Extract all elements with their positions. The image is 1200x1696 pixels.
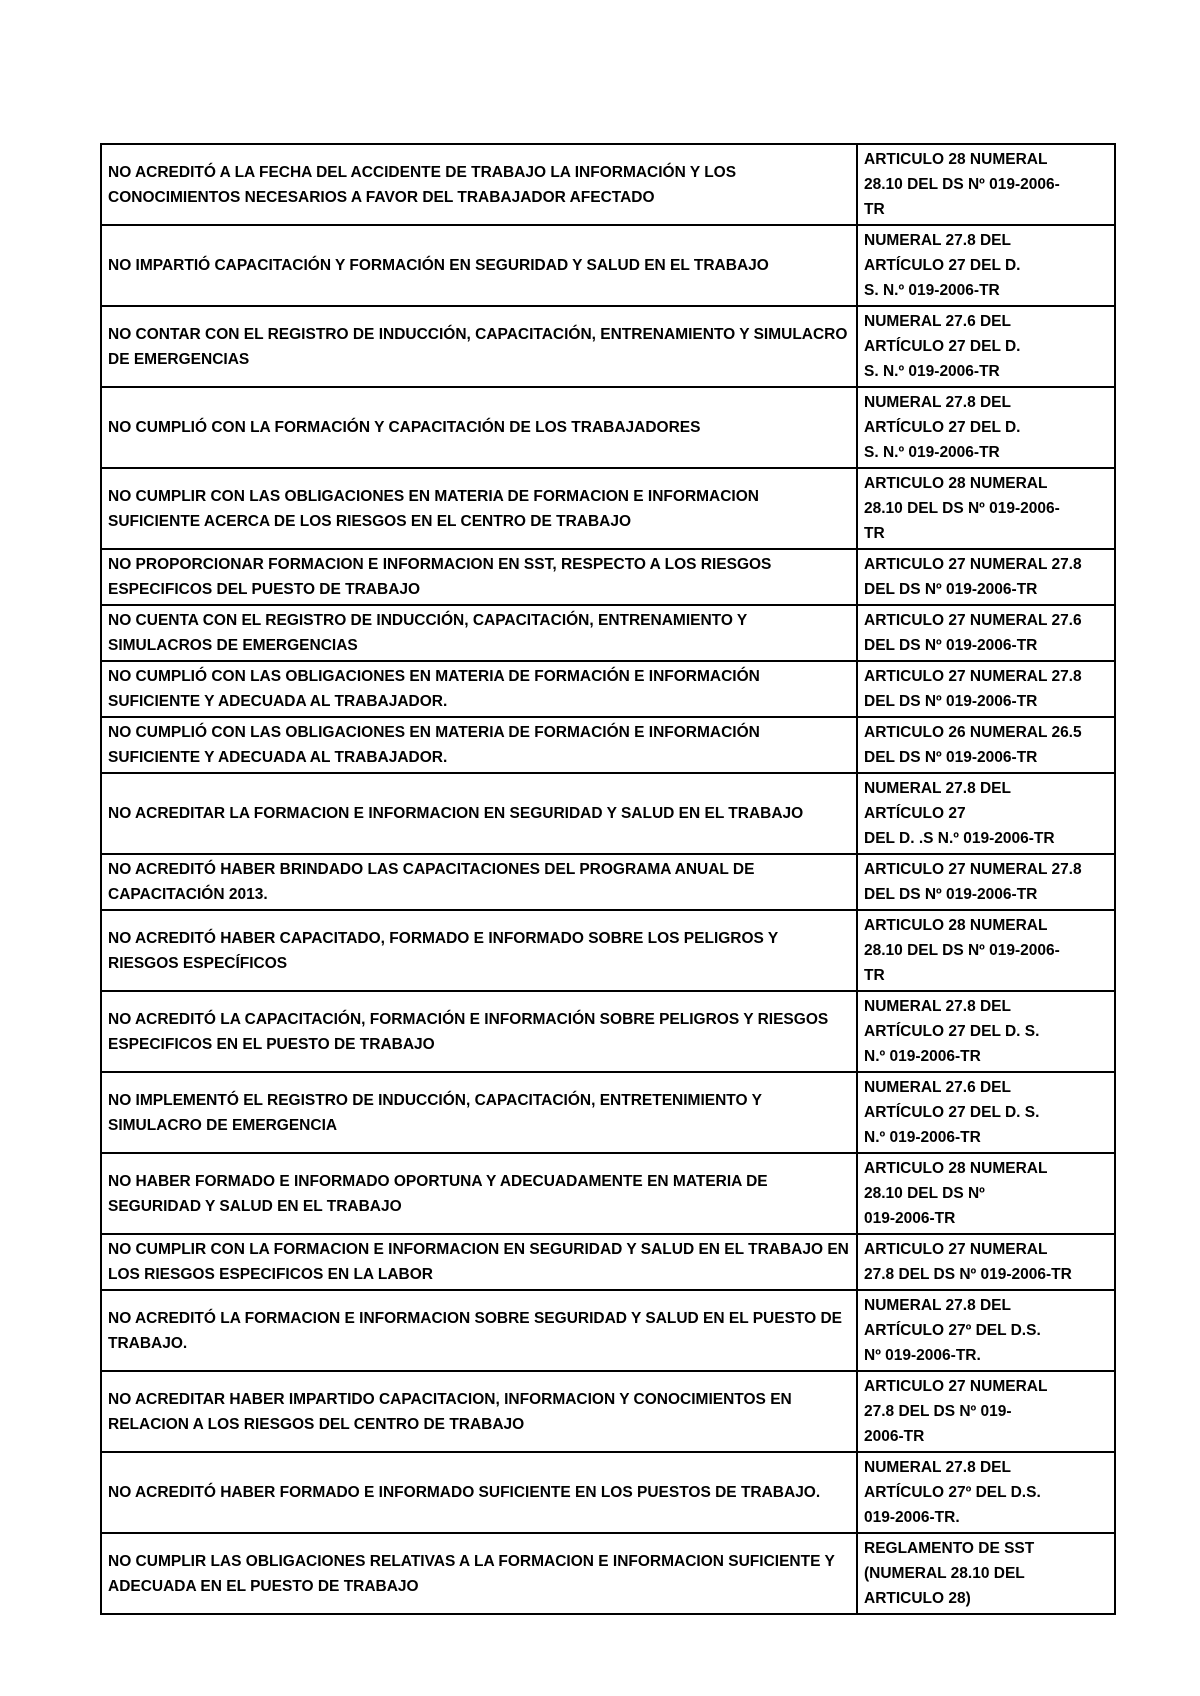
infraction-description: NO ACREDITAR HABER IMPARTIDO CAPACITACION, INFORMACION Y CONOCIMIENTOS EN RELACION A LOS RIESGOS DEL CENTRO DE TRABAJO bbox=[101, 1371, 857, 1452]
legal-reference-line: NUMERAL 27.8 DEL bbox=[864, 1297, 1011, 1314]
infraction-description: NO CUMPLIÓ CON LAS OBLIGACIONES EN MATERIA DE FORMACIÓN E INFORMACIÓN SUFICIENTE Y ADECUADA AL TRABAJADOR. bbox=[101, 661, 857, 717]
legal-reference bbox=[857, 1371, 1115, 1452]
table-row bbox=[101, 468, 1115, 549]
infraction-description: NO ACREDITÓ HABER FORMADO E INFORMADO SUFICIENTE EN LOS PUESTOS DE TRABAJO. bbox=[101, 1452, 857, 1533]
legal-reference bbox=[857, 991, 1115, 1072]
legal-reference-line: Nº 019-2006-TR. bbox=[864, 1347, 981, 1364]
infraction-description: NO ACREDITÓ A LA FECHA DEL ACCIDENTE DE TRABAJO LA INFORMACIÓN Y LOS CONOCIMIENTOS NECESARIOS A FAVOR DEL TRABAJADOR AFECTADO bbox=[101, 144, 857, 225]
legal-reference-line: S. N.º 019-2006-TR bbox=[864, 282, 1000, 299]
infractions-table bbox=[100, 143, 1116, 1615]
table-row bbox=[101, 1072, 1115, 1153]
legal-reference-line: TR bbox=[864, 201, 885, 218]
legal-reference bbox=[857, 661, 1115, 717]
legal-reference-line: NUMERAL 27.8 DEL bbox=[864, 232, 1011, 249]
legal-reference bbox=[857, 1290, 1115, 1371]
table-row bbox=[101, 854, 1115, 910]
table-row bbox=[101, 1234, 1115, 1290]
infraction-description: NO CUMPLIR CON LA FORMACION E INFORMACION EN SEGURIDAD Y SALUD EN EL TRABAJO EN LOS RIESGOS ESPECIFICOS EN LA LABOR bbox=[101, 1234, 857, 1290]
legal-reference bbox=[857, 1533, 1115, 1614]
infraction-description: NO CUMPLIR CON LAS OBLIGACIONES EN MATERIA DE FORMACION E INFORMACION SUFICIENTE ACERCA DE LOS RIESGOS EN EL CENTRO DE TRABAJO bbox=[101, 468, 857, 549]
legal-reference bbox=[857, 387, 1115, 468]
legal-reference-line: DEL DS Nº 019-2006-TR bbox=[864, 886, 1038, 903]
infraction-description: NO CUENTA CON EL REGISTRO DE INDUCCIÓN, CAPACITACIÓN, ENTRENAMIENTO Y SIMULACROS DE EMERGENCIAS bbox=[101, 605, 857, 661]
infraction-description: NO PROPORCIONAR FORMACION E INFORMACION EN SST, RESPECTO A LOS RIESGOS ESPECIFICOS DEL PUESTO DE TRABAJO bbox=[101, 549, 857, 605]
legal-reference-line: 27.8 DEL DS Nº 019- bbox=[864, 1403, 1012, 1420]
legal-reference-line: 28.10 DEL DS Nº bbox=[864, 1185, 985, 1202]
infraction-description: NO ACREDITÓ HABER BRINDADO LAS CAPACITACIONES DEL PROGRAMA ANUAL DE CAPACITACIÓN 2013. bbox=[101, 854, 857, 910]
infraction-description: NO CUMPLIR LAS OBLIGACIONES RELATIVAS A LA FORMACION E INFORMACION SUFICIENTE Y ADECUADA EN EL PUESTO DE TRABAJO bbox=[101, 1533, 857, 1614]
legal-reference-line: (NUMERAL 28.10 DEL bbox=[864, 1565, 1025, 1582]
legal-reference-line: ARTÍCULO 27 DEL D. bbox=[864, 338, 1021, 355]
table-row bbox=[101, 773, 1115, 854]
legal-reference-line: ARTÍCULO 27º DEL D.S. bbox=[864, 1322, 1041, 1339]
legal-reference-line: TR bbox=[864, 525, 885, 542]
infraction-description: NO CONTAR CON EL REGISTRO DE INDUCCIÓN, CAPACITACIÓN, ENTRENAMIENTO Y SIMULACRO DE EMERGENCIAS bbox=[101, 306, 857, 387]
legal-reference-line: ARTICULO 27 NUMERAL bbox=[864, 1241, 1048, 1258]
table-row bbox=[101, 991, 1115, 1072]
legal-reference-line: NUMERAL 27.8 DEL bbox=[864, 780, 1011, 797]
table-row bbox=[101, 549, 1115, 605]
infraction-description: NO ACREDITÓ LA CAPACITACIÓN, FORMACIÓN E INFORMACIÓN SOBRE PELIGROS Y RIESGOS ESPECIFICOS EN EL PUESTO DE TRABAJO bbox=[101, 991, 857, 1072]
legal-reference-line: ARTICULO 26 NUMERAL 26.5 bbox=[864, 724, 1082, 741]
legal-reference-line: 28.10 DEL DS Nº 019-2006- bbox=[864, 500, 1060, 517]
legal-reference-line: NUMERAL 27.6 DEL bbox=[864, 1079, 1011, 1096]
infraction-description: NO IMPLEMENTÓ EL REGISTRO DE INDUCCIÓN, CAPACITACIÓN, ENTRETENIMIENTO Y SIMULACRO DE EMERGENCIA bbox=[101, 1072, 857, 1153]
infraction-description: NO CUMPLIÓ CON LA FORMACIÓN Y CAPACITACIÓN DE LOS TRABAJADORES bbox=[101, 387, 857, 468]
legal-reference bbox=[857, 605, 1115, 661]
legal-reference-line: N.º 019-2006-TR bbox=[864, 1129, 981, 1146]
legal-reference-line: TR bbox=[864, 967, 885, 984]
table-row bbox=[101, 661, 1115, 717]
legal-reference-line: DEL D. .S N.º 019-2006-TR bbox=[864, 830, 1055, 847]
legal-reference-line: DEL DS Nº 019-2006-TR bbox=[864, 693, 1038, 710]
legal-reference-line: ARTICULO 27 NUMERAL 27.6 bbox=[864, 612, 1082, 629]
table-row bbox=[101, 144, 1115, 225]
legal-reference bbox=[857, 1072, 1115, 1153]
legal-reference bbox=[857, 1153, 1115, 1234]
legal-reference-line: ARTICULO 28 NUMERAL bbox=[864, 917, 1048, 934]
table-row bbox=[101, 225, 1115, 306]
infraction-description: NO ACREDITÓ HABER CAPACITADO, FORMADO E INFORMADO SOBRE LOS PELIGROS Y RIESGOS ESPECÍFICOS bbox=[101, 910, 857, 991]
legal-reference bbox=[857, 549, 1115, 605]
legal-reference bbox=[857, 225, 1115, 306]
table-row bbox=[101, 1533, 1115, 1614]
legal-reference-line: ARTÍCULO 27 DEL D. S. bbox=[864, 1023, 1040, 1040]
infraction-description: NO ACREDITÓ LA FORMACION E INFORMACION SOBRE SEGURIDAD Y SALUD EN EL PUESTO DE TRABAJO. bbox=[101, 1290, 857, 1371]
table-row bbox=[101, 910, 1115, 991]
legal-reference-line: NUMERAL 27.8 DEL bbox=[864, 1459, 1011, 1476]
infraction-description: NO ACREDITAR LA FORMACION E INFORMACION EN SEGURIDAD Y SALUD EN EL TRABAJO bbox=[101, 773, 857, 854]
legal-reference-line: 28.10 DEL DS Nº 019-2006- bbox=[864, 942, 1060, 959]
legal-reference-line: ARTÍCULO 27 DEL D. S. bbox=[864, 1104, 1040, 1121]
table-row bbox=[101, 1290, 1115, 1371]
table-row bbox=[101, 387, 1115, 468]
legal-reference bbox=[857, 773, 1115, 854]
table-row bbox=[101, 306, 1115, 387]
legal-reference-line: 019-2006-TR. bbox=[864, 1509, 960, 1526]
legal-reference-line: 28.10 DEL DS Nº 019-2006- bbox=[864, 176, 1060, 193]
infraction-description: NO CUMPLIÓ CON LAS OBLIGACIONES EN MATERIA DE FORMACIÓN E INFORMACIÓN SUFICIENTE Y ADECUADA AL TRABAJADOR. bbox=[101, 717, 857, 773]
legal-reference bbox=[857, 306, 1115, 387]
legal-reference-line: ARTÍCULO 27º DEL D.S. bbox=[864, 1484, 1041, 1501]
legal-reference-line: S. N.º 019-2006-TR bbox=[864, 444, 1000, 461]
legal-reference-line: ARTICULO 28 NUMERAL bbox=[864, 151, 1048, 168]
legal-reference-line: ARTICULO 28 NUMERAL bbox=[864, 1160, 1048, 1177]
legal-reference-line: REGLAMENTO DE SST bbox=[864, 1540, 1035, 1557]
legal-reference-line: ARTÍCULO 27 DEL D. bbox=[864, 257, 1021, 274]
legal-reference bbox=[857, 854, 1115, 910]
legal-reference-line: DEL DS Nº 019-2006-TR bbox=[864, 581, 1038, 598]
legal-reference bbox=[857, 468, 1115, 549]
legal-reference-line: ARTICULO 28 NUMERAL bbox=[864, 475, 1048, 492]
legal-reference-line: DEL DS Nº 019-2006-TR bbox=[864, 637, 1038, 654]
table-row bbox=[101, 717, 1115, 773]
legal-reference-line: 27.8 DEL DS Nº 019-2006-TR bbox=[864, 1266, 1072, 1283]
table-row bbox=[101, 605, 1115, 661]
legal-reference bbox=[857, 910, 1115, 991]
legal-reference-line: NUMERAL 27.8 DEL bbox=[864, 998, 1011, 1015]
legal-reference-line: ARTICULO 28) bbox=[864, 1590, 971, 1607]
legal-reference-line: N.º 019-2006-TR bbox=[864, 1048, 981, 1065]
legal-reference-line: ARTICULO 27 NUMERAL 27.8 bbox=[864, 668, 1082, 685]
infraction-description: NO HABER FORMADO E INFORMADO OPORTUNA Y ADECUADAMENTE EN MATERIA DE SEGURIDAD Y SALUD EN EL TRABAJO bbox=[101, 1153, 857, 1234]
table-row bbox=[101, 1452, 1115, 1533]
infraction-description: NO IMPARTIÓ CAPACITACIÓN Y FORMACIÓN EN SEGURIDAD Y SALUD EN EL TRABAJO bbox=[101, 225, 857, 306]
table-row bbox=[101, 1153, 1115, 1234]
legal-reference-line: ARTICULO 27 NUMERAL 27.8 bbox=[864, 556, 1082, 573]
table-row bbox=[101, 1371, 1115, 1452]
legal-reference-line: DEL DS Nº 019-2006-TR bbox=[864, 749, 1038, 766]
legal-reference bbox=[857, 1452, 1115, 1533]
legal-reference-line: S. N.º 019-2006-TR bbox=[864, 363, 1000, 380]
legal-reference-line: 2006-TR bbox=[864, 1428, 925, 1445]
legal-reference-line: ARTICULO 27 NUMERAL 27.8 bbox=[864, 861, 1082, 878]
legal-reference bbox=[857, 144, 1115, 225]
legal-reference-line: NUMERAL 27.6 DEL bbox=[864, 313, 1011, 330]
legal-reference bbox=[857, 1234, 1115, 1290]
legal-reference-line: 019-2006-TR bbox=[864, 1210, 956, 1227]
legal-reference-line: ARTÍCULO 27 DEL D. bbox=[864, 419, 1021, 436]
legal-reference-line: ARTÍCULO 27 bbox=[864, 805, 966, 822]
legal-reference-line: ARTICULO 27 NUMERAL bbox=[864, 1378, 1048, 1395]
legal-reference bbox=[857, 717, 1115, 773]
legal-reference-line: NUMERAL 27.8 DEL bbox=[864, 394, 1011, 411]
